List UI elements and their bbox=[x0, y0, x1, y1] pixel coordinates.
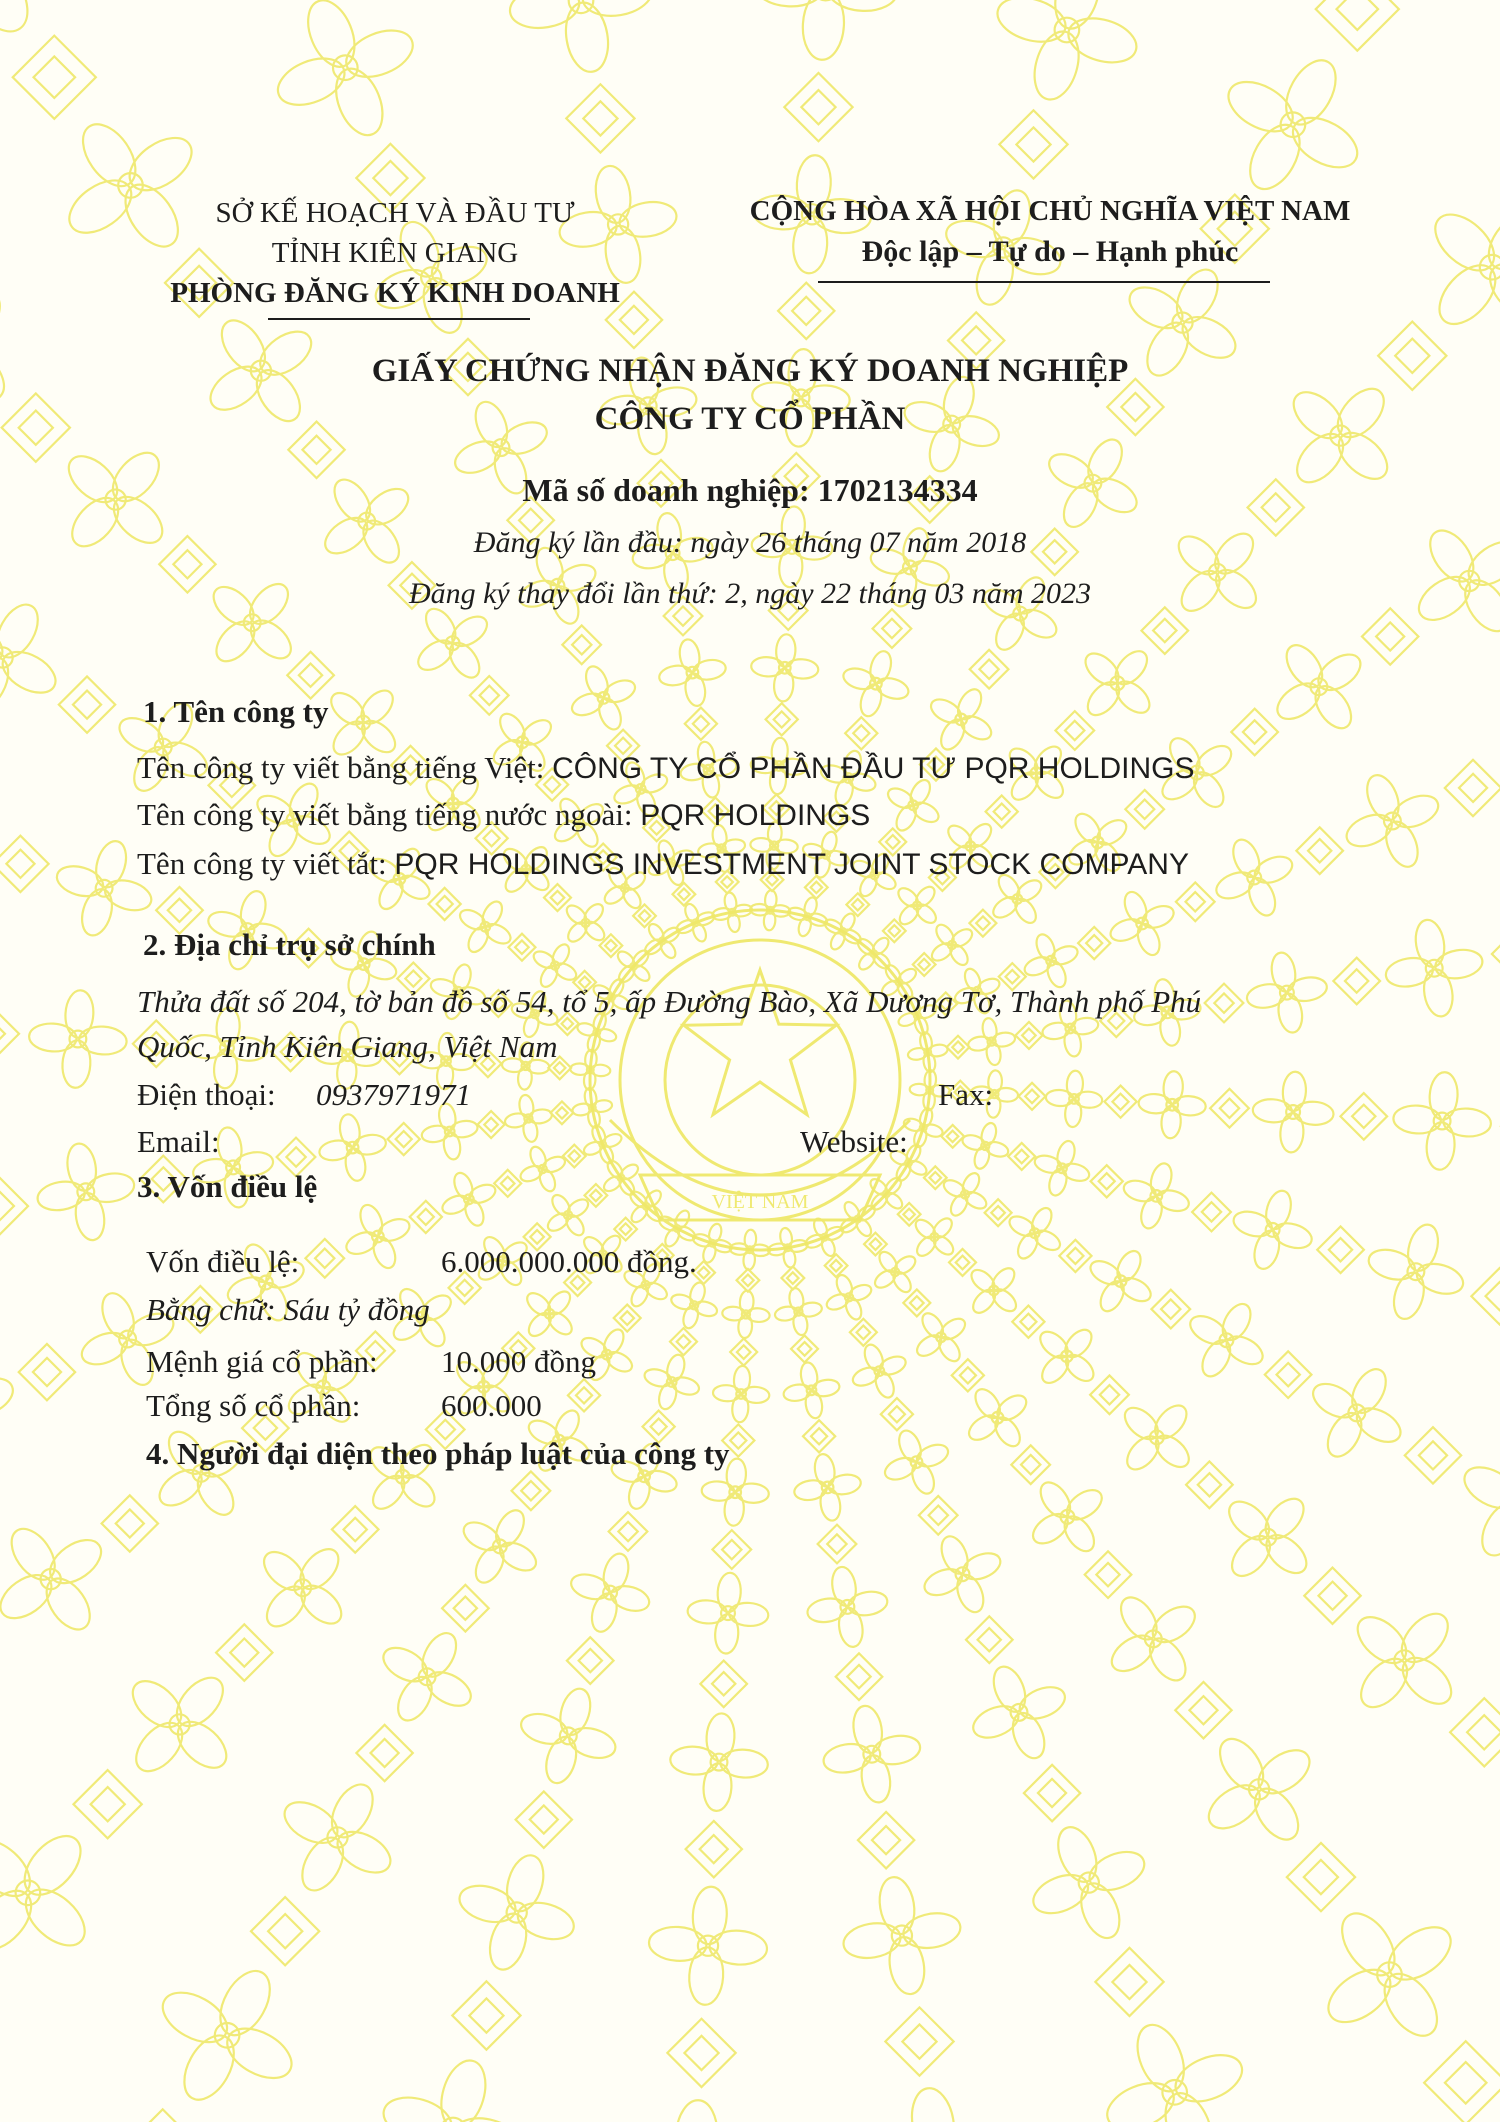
par-value: 10.000 đồng bbox=[441, 1344, 596, 1379]
emblem-text: VIỆT NAM bbox=[711, 1191, 809, 1213]
email-label: Email: bbox=[137, 1124, 220, 1159]
issuing-department: SỞ KẾ HOẠCH VÀ ĐẦU TƯ bbox=[215, 197, 575, 229]
fax-label: Fax: bbox=[938, 1077, 994, 1112]
header-right-underline bbox=[818, 281, 1270, 283]
company-name-vn-value: CÔNG TY CỔ PHẦN ĐẦU TƯ PQR HOLDINGS bbox=[552, 752, 1195, 785]
change-registration: Đăng ký thay đổi lần thứ: 2, ngày 22 tháng 03 năm 2023 bbox=[408, 577, 1092, 610]
first-registration: Đăng ký lần đầu: ngày 26 tháng 07 năm 2018 bbox=[473, 526, 1027, 559]
certificate-title: GIẤY CHỨNG NHẬN ĐĂNG KÝ DOANH NGHIỆP bbox=[371, 353, 1129, 389]
capital-value: 6.000.000.000 đồng. bbox=[441, 1244, 697, 1279]
phone-value: 0937971971 bbox=[316, 1077, 471, 1112]
company-name-short-value: PQR HOLDINGS INVESTMENT JOINT STOCK COMPANY bbox=[394, 848, 1189, 881]
company-name-vn-label: Tên công ty viết bằng tiếng Việt: bbox=[137, 750, 553, 785]
company-type: CÔNG TY CỔ PHẦN bbox=[594, 401, 906, 437]
issuing-office: PHÒNG ĐĂNG KÝ KINH DOANH bbox=[170, 277, 620, 309]
capital-in-words-value: Sáu tỷ đồng bbox=[283, 1292, 430, 1327]
address-line-1: Thửa đất số 204, tờ bản đồ số 54, tổ 5, ấp Đường Bào, Xã Dương Tơ, Thành phố Phú bbox=[137, 984, 1202, 1019]
company-name-foreign-value: PQR HOLDINGS bbox=[640, 799, 871, 832]
issuing-province: TỈNH KIÊN GIANG bbox=[271, 237, 519, 269]
header-left-underline bbox=[268, 318, 530, 320]
total-shares-label: Tổng số cổ phần: bbox=[146, 1388, 361, 1423]
section-2-heading: 2. Địa chỉ trụ sở chính bbox=[143, 927, 436, 962]
capital-in-words bbox=[146, 1292, 430, 1328]
website-label: Website: bbox=[800, 1124, 908, 1159]
capital-label: Vốn điều lệ: bbox=[146, 1244, 300, 1279]
company-name-foreign bbox=[137, 797, 870, 833]
capital-in-words-label: Bằng chữ: bbox=[146, 1292, 284, 1327]
section-1-heading: 1. Tên công ty bbox=[143, 694, 329, 729]
company-name-short-label: Tên công ty viết tắt: bbox=[137, 846, 395, 881]
par-value-label: Mệnh giá cổ phần: bbox=[146, 1344, 378, 1379]
section-3-heading: 3. Vốn điều lệ bbox=[137, 1169, 318, 1204]
total-shares-value: 600.000 bbox=[441, 1388, 542, 1423]
section-4-heading: 4. Người đại diện theo pháp luật của công ty bbox=[146, 1436, 730, 1471]
company-name-short bbox=[137, 846, 1189, 882]
national-motto: Độc lập – Tự do – Hạnh phúc bbox=[861, 235, 1239, 268]
company-name-foreign-label: Tên công ty viết bằng tiếng nước ngoài: bbox=[137, 797, 641, 832]
address-line-2: Quốc, Tỉnh Kiên Giang, Việt Nam bbox=[137, 1029, 558, 1064]
company-name-vn bbox=[137, 750, 1195, 786]
national-title: CỘNG HÒA XÃ HỘI CHỦ NGHĨA VIỆT NAM bbox=[749, 195, 1351, 227]
phone-label: Điện thoại: bbox=[137, 1077, 276, 1112]
enterprise-code: Mã số doanh nghiệp: 1702134334 bbox=[522, 472, 978, 508]
